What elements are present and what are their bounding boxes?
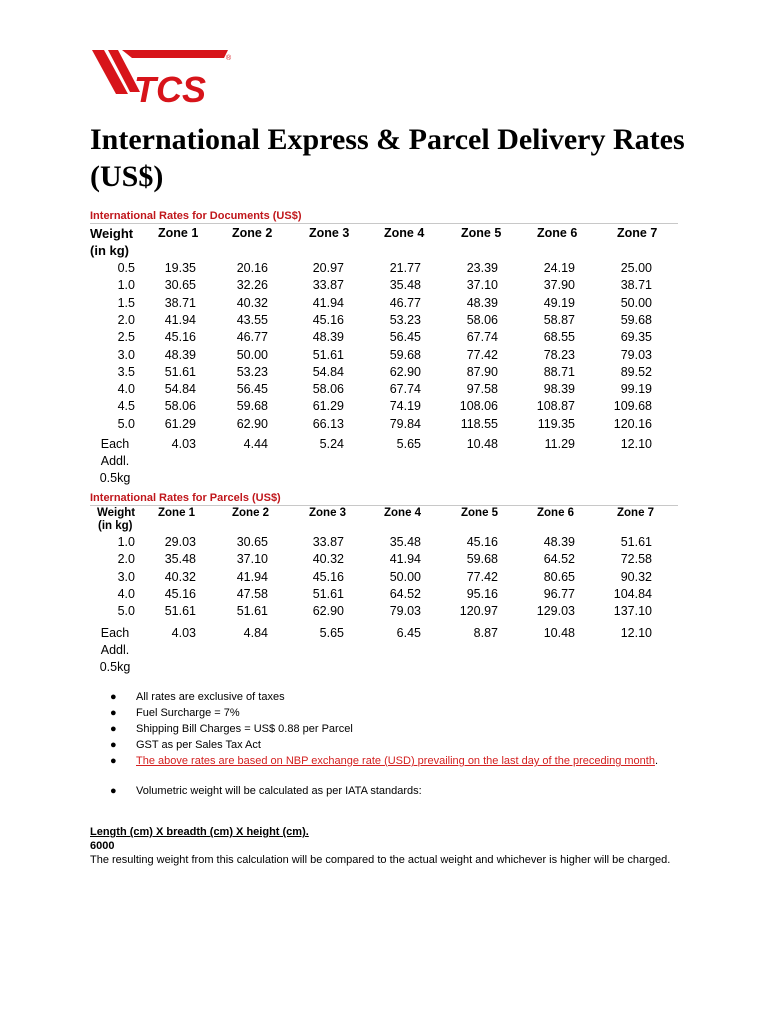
rate-cell: 33.87 bbox=[312, 535, 344, 549]
addl-rate-cell: 10.48 bbox=[543, 626, 575, 640]
rate-cell: 35.48 bbox=[389, 278, 421, 293]
rate-cell: 137.10 bbox=[613, 604, 652, 619]
rate-cell: 53.23 bbox=[236, 364, 268, 379]
rate-cell: 23.39 bbox=[466, 261, 498, 275]
rate-cell: 79.03 bbox=[389, 604, 421, 619]
weight-cell: 1.5 bbox=[117, 295, 135, 310]
rate-cell: 54.84 bbox=[164, 382, 196, 397]
rate-cell: 45.16 bbox=[164, 586, 196, 601]
rate-cell: 41.94 bbox=[389, 552, 421, 567]
rate-cell: 97.58 bbox=[466, 382, 498, 397]
rate-cell: 21.77 bbox=[389, 261, 421, 275]
rate-cell: 51.61 bbox=[236, 604, 268, 619]
note-item: ● Fuel Surcharge = 7% bbox=[110, 707, 240, 719]
rate-cell: 80.65 bbox=[543, 569, 575, 584]
rate-cell: 50.00 bbox=[389, 569, 421, 584]
zone-header: Zone 3 bbox=[309, 226, 350, 240]
zone-header: Zone 1 bbox=[158, 507, 196, 519]
rate-cell: 53.23 bbox=[389, 312, 421, 327]
rate-cell: 66.13 bbox=[312, 416, 344, 431]
rate-cell: 88.71 bbox=[543, 364, 575, 379]
rate-cell: 89.52 bbox=[620, 364, 652, 379]
rate-cell: 51.61 bbox=[620, 535, 652, 549]
rate-cell: 45.16 bbox=[312, 569, 344, 584]
rate-cell: 54.84 bbox=[312, 364, 344, 379]
rate-cell: 50.00 bbox=[236, 347, 268, 362]
rate-cell: 43.55 bbox=[236, 312, 268, 327]
addl-rate-cell: 5.65 bbox=[396, 437, 421, 451]
rate-cell: 61.29 bbox=[312, 399, 344, 414]
rate-cell: 45.16 bbox=[164, 330, 196, 345]
rate-cell: 41.94 bbox=[164, 312, 196, 327]
rate-cell: 50.00 bbox=[620, 295, 652, 310]
rate-cell: 90.32 bbox=[620, 569, 652, 584]
rate-cell: 48.39 bbox=[543, 535, 575, 549]
rate-cell: 24.19 bbox=[543, 261, 575, 275]
rate-cell: 95.16 bbox=[466, 586, 498, 601]
tcs-logo bbox=[88, 42, 238, 108]
rate-cell: 20.16 bbox=[236, 261, 268, 275]
page-title: International Express & Parcel Delivery Rates (US$) bbox=[90, 123, 685, 193]
rate-cell: 108.87 bbox=[536, 399, 575, 414]
rate-cell: 51.61 bbox=[312, 347, 344, 362]
weight-cell: 1.0 bbox=[117, 535, 135, 549]
rate-cell: 61.29 bbox=[164, 416, 196, 431]
weight-header: Weight bbox=[97, 507, 136, 519]
addl-rate-cell: 5.65 bbox=[319, 626, 344, 640]
rate-cell: 69.35 bbox=[620, 330, 652, 345]
rate-cell: 64.52 bbox=[389, 586, 421, 601]
note-item: ● Shipping Bill Charges = US$ 0.88 per Parcel bbox=[110, 723, 353, 735]
weight-cell: 4.5 bbox=[117, 399, 135, 414]
weight-header: (in kg) bbox=[98, 520, 133, 532]
rate-cell: 62.90 bbox=[312, 604, 344, 619]
weight-cell: 5.0 bbox=[117, 604, 135, 619]
addl-rate-cell: 6.45 bbox=[396, 626, 421, 640]
zone-header: Zone 6 bbox=[537, 226, 578, 240]
zone-header: Zone 7 bbox=[617, 507, 655, 519]
notes-list bbox=[110, 689, 658, 799]
weight-cell: 1.0 bbox=[117, 278, 135, 293]
rate-cell: 20.97 bbox=[312, 261, 344, 275]
rate-cell: 58.87 bbox=[543, 312, 575, 327]
addl-label: 0.5kg bbox=[99, 471, 131, 485]
note-item-exchange-rate: ● The above rates are based on NBP exchange rate (USD) prevailing on the last day of the preceding month. bbox=[110, 755, 659, 767]
rate-cell: 120.16 bbox=[613, 416, 652, 431]
rate-cell: 77.42 bbox=[466, 569, 498, 584]
rate-cell: 58.06 bbox=[312, 382, 344, 397]
rate-cell: 29.03 bbox=[164, 535, 196, 549]
rate-cell: 129.03 bbox=[536, 604, 575, 619]
rate-cell: 68.55 bbox=[543, 330, 575, 345]
rate-cell: 96.77 bbox=[543, 586, 575, 601]
volumetric-formula: Length (cm) X breadth (cm) X height (cm). bbox=[90, 826, 309, 838]
rate-cell: 30.65 bbox=[236, 535, 268, 549]
weight-cell: 3.5 bbox=[117, 364, 135, 379]
rate-cell: 51.61 bbox=[164, 364, 196, 379]
logo-text: TCS bbox=[134, 69, 206, 108]
rate-cell: 32.26 bbox=[236, 278, 268, 293]
addl-label: 0.5kg bbox=[99, 660, 131, 674]
rate-cell: 59.68 bbox=[466, 552, 498, 567]
rate-cell: 37.10 bbox=[466, 278, 498, 293]
rate-cell: 58.06 bbox=[466, 312, 498, 327]
rate-cell: 67.74 bbox=[466, 330, 498, 345]
rate-cell: 51.61 bbox=[164, 604, 196, 619]
rate-cell: 120.97 bbox=[459, 604, 498, 619]
rate-cell: 79.03 bbox=[620, 347, 652, 362]
addl-rate-cell: 10.48 bbox=[466, 437, 498, 451]
rate-cell: 62.90 bbox=[236, 416, 268, 431]
addl-label: Each bbox=[100, 626, 130, 640]
addl-rate-cell: 4.03 bbox=[171, 626, 196, 640]
addl-rate-cell: 12.10 bbox=[620, 626, 652, 640]
note-item: ● GST as per Sales Tax Act bbox=[110, 739, 261, 751]
rate-cell: 59.68 bbox=[236, 399, 268, 414]
parcels-divider bbox=[90, 505, 678, 506]
zone-header: Zone 2 bbox=[232, 507, 270, 519]
rate-cell: 45.16 bbox=[312, 312, 344, 327]
rate-cell: 45.16 bbox=[466, 535, 498, 549]
rate-cell: 108.06 bbox=[459, 399, 498, 414]
rate-cell: 56.45 bbox=[236, 382, 268, 397]
volumetric-explanation: The resulting weight from this calculation will be compared to the actual weight and whichever is higher will be charged. bbox=[90, 854, 671, 866]
addl-label: Addl. bbox=[100, 454, 130, 468]
addl-rate-cell: 12.10 bbox=[620, 437, 652, 451]
rate-cell: 99.19 bbox=[620, 382, 652, 397]
weight-cell: 0.5 bbox=[117, 261, 135, 275]
addl-label: Addl. bbox=[100, 643, 130, 657]
zone-header: Zone 4 bbox=[384, 507, 422, 519]
addl-label: Each bbox=[100, 437, 130, 451]
rate-cell: 98.39 bbox=[543, 382, 575, 397]
rate-cell: 58.06 bbox=[164, 399, 196, 414]
addl-rate-cell: 5.24 bbox=[319, 437, 344, 451]
rate-cell: 35.48 bbox=[389, 535, 421, 549]
rate-cell: 78.23 bbox=[543, 347, 575, 362]
weight-cell: 3.0 bbox=[117, 347, 135, 362]
addl-rate-cell: 4.03 bbox=[171, 437, 196, 451]
documents-divider bbox=[90, 223, 678, 224]
rate-cell: 37.10 bbox=[236, 552, 268, 567]
parcels-section-title: International Rates for Parcels (US$) bbox=[90, 492, 281, 504]
addl-rate-cell: 11.29 bbox=[544, 437, 575, 451]
weight-cell: 4.0 bbox=[117, 586, 135, 601]
rate-cell: 56.45 bbox=[389, 330, 421, 345]
rate-cell: 72.58 bbox=[620, 552, 652, 567]
rate-cell: 37.90 bbox=[543, 278, 575, 293]
rate-cell: 109.68 bbox=[613, 399, 652, 414]
zone-header: Zone 4 bbox=[384, 226, 425, 240]
note-item-volumetric: ● Volumetric weight will be calculated as per IATA standards: bbox=[110, 785, 422, 797]
rate-cell: 48.39 bbox=[466, 295, 498, 310]
rate-cell: 48.39 bbox=[312, 330, 344, 345]
rate-cell: 46.77 bbox=[389, 295, 421, 310]
addl-rate-cell: 8.87 bbox=[473, 626, 498, 640]
rate-cell: 51.61 bbox=[312, 586, 344, 601]
rate-cell: 62.90 bbox=[389, 364, 421, 379]
weight-cell: 3.0 bbox=[117, 569, 135, 584]
rate-cell: 59.68 bbox=[620, 312, 652, 327]
zone-header: Zone 6 bbox=[537, 507, 575, 519]
addl-rate-cell: 4.44 bbox=[243, 437, 268, 451]
rate-cell: 35.48 bbox=[164, 552, 196, 567]
rate-cell: 25.00 bbox=[620, 261, 652, 275]
rate-cell: 49.19 bbox=[543, 295, 575, 310]
rate-cell: 118.55 bbox=[460, 416, 498, 431]
registered-mark: ® bbox=[226, 55, 232, 62]
rate-cell: 41.94 bbox=[236, 569, 268, 584]
weight-cell: 2.5 bbox=[117, 330, 135, 345]
rate-cell: 40.32 bbox=[164, 569, 196, 584]
rate-cell: 33.87 bbox=[312, 278, 344, 293]
weight-header-unit: (in kg) bbox=[90, 243, 129, 258]
zone-header: Zone 1 bbox=[158, 226, 199, 240]
weight-cell: 2.0 bbox=[117, 552, 135, 567]
rate-cell: 77.42 bbox=[466, 347, 498, 362]
weight-cell: 2.0 bbox=[117, 312, 135, 327]
rate-cell: 46.77 bbox=[236, 330, 268, 345]
volumetric-divisor: 6000 bbox=[90, 840, 115, 852]
zone-header: Zone 7 bbox=[617, 226, 658, 240]
zone-header: Zone 3 bbox=[309, 507, 347, 519]
rate-cell: 47.58 bbox=[236, 586, 268, 601]
rate-cell: 59.68 bbox=[389, 347, 421, 362]
rate-cell: 40.32 bbox=[312, 552, 344, 567]
rate-cell: 87.90 bbox=[466, 364, 498, 379]
rate-cell: 104.84 bbox=[613, 586, 652, 601]
weight-cell: 5.0 bbox=[117, 416, 135, 431]
rate-cell: 38.71 bbox=[164, 295, 196, 310]
weight-cell: 4.0 bbox=[117, 382, 135, 397]
zone-header: Zone 5 bbox=[461, 226, 502, 240]
rate-cell: 40.32 bbox=[236, 295, 268, 310]
rate-cell: 41.94 bbox=[312, 295, 344, 310]
rate-cell: 19.35 bbox=[164, 261, 196, 275]
rate-cell: 67.74 bbox=[389, 382, 421, 397]
rate-cell: 64.52 bbox=[543, 552, 575, 567]
rate-cell: 79.84 bbox=[389, 416, 421, 431]
documents-section-title: International Rates for Documents (US$) bbox=[90, 210, 302, 222]
rate-cell: 30.65 bbox=[164, 278, 196, 293]
rate-cell: 119.35 bbox=[537, 416, 575, 431]
note-item: ● All rates are exclusive of taxes bbox=[110, 691, 285, 703]
weight-header: Weight bbox=[90, 226, 134, 241]
zone-header: Zone 5 bbox=[461, 507, 499, 519]
rate-cell: 48.39 bbox=[164, 347, 196, 362]
rate-cell: 38.71 bbox=[620, 278, 652, 293]
zone-header: Zone 2 bbox=[232, 226, 273, 240]
rate-cell: 74.19 bbox=[389, 399, 421, 414]
addl-rate-cell: 4.84 bbox=[243, 626, 268, 640]
